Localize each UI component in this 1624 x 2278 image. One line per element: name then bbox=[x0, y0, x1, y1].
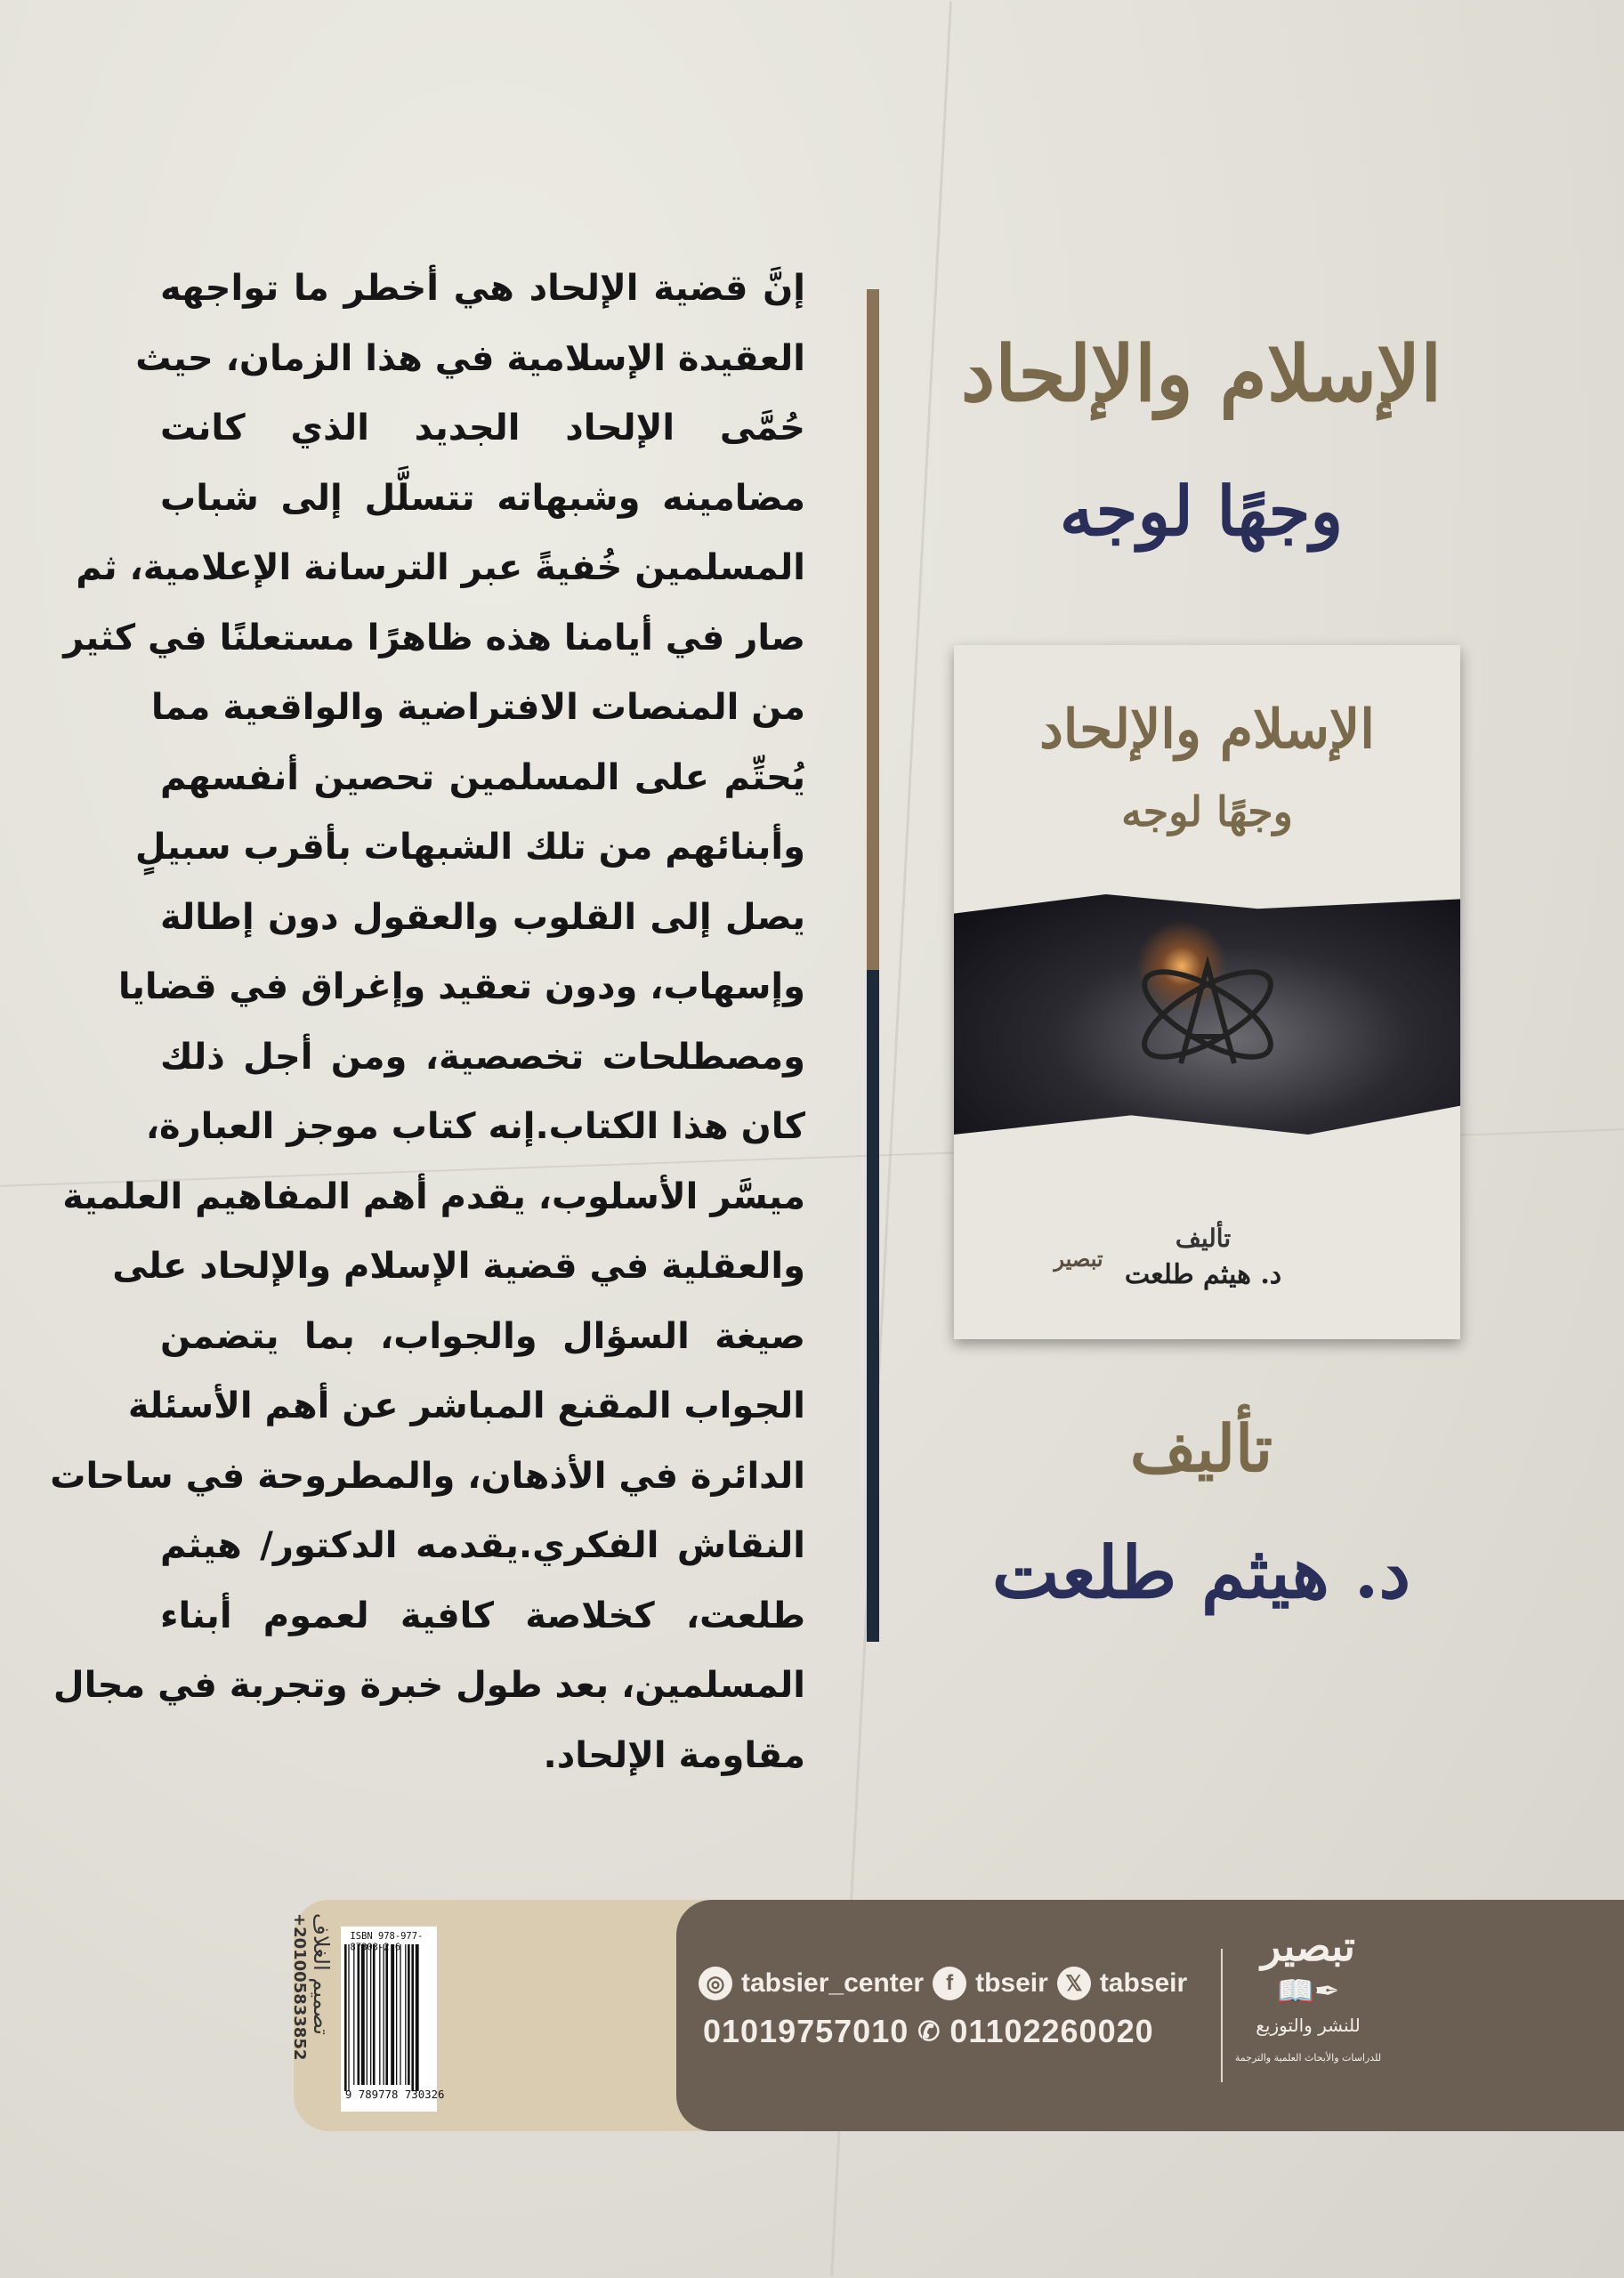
cover-publisher-logo: تبصير bbox=[1054, 1246, 1103, 1272]
barcode-bar bbox=[379, 1944, 380, 2085]
open-book-pen-icon: ✒📖 bbox=[1276, 1974, 1340, 2009]
designer-label: تصميم الغلاف bbox=[309, 1913, 334, 2035]
blurb-line: المسلمين خُفيةً عبر الترسانة الإعلامية، ثم bbox=[76, 547, 805, 588]
barcode-bars bbox=[341, 1927, 437, 2113]
facebook-icon: f bbox=[933, 1967, 966, 2000]
blurb-line: من المنصات الافتراضية والواقعية مما bbox=[150, 687, 805, 728]
footer-separator bbox=[1221, 1949, 1223, 2082]
barcode-bar bbox=[361, 1944, 365, 2085]
barcode-number: 9 789778 730326 bbox=[344, 2088, 445, 2102]
blurb-line: حُمَّى الإلحاد الجديد الذي كانت bbox=[160, 408, 805, 448]
barcode-bar bbox=[385, 1944, 388, 2085]
x-handle[interactable]: tabseir bbox=[1099, 1968, 1188, 1998]
barcode-bar bbox=[344, 1944, 347, 2091]
blurb-line: صار في أيامنا هذه ظاهرًا مستعلنًا في كثير bbox=[63, 617, 805, 658]
divider-bar-gold bbox=[867, 289, 879, 970]
blurb-line: المسلمين، بعد طول خبرة وتجربة في مجال bbox=[53, 1665, 805, 1706]
publisher-logo bbox=[1228, 1922, 1388, 2118]
blurb-line: النقاش الفكري.يقدمه الدكتور/ هيثم bbox=[160, 1525, 805, 1566]
blurb-line: يصل إلى القلوب والعقول دون إطالة bbox=[160, 896, 805, 938]
barcode-bar bbox=[358, 1944, 360, 2085]
designer-logo bbox=[298, 2060, 334, 2113]
front-cover-thumbnail bbox=[954, 645, 1460, 1339]
blurb-line: وأبنائهم من تلك الشبهات بأقرب سبيلٍ bbox=[134, 827, 805, 868]
cover-designer-credit bbox=[290, 1913, 334, 2118]
designer-phone: +201005833852 bbox=[290, 1913, 309, 2061]
blurb-line: إنَّ قضية الإلحاد هي أخطر ما تواجهه bbox=[160, 268, 805, 309]
book-title: الإسلام والإلحاد bbox=[960, 329, 1442, 419]
blurb-line: وإسهاب، ودون تعقيد وإغراق في قضايا bbox=[117, 966, 805, 1007]
barcode-bar bbox=[416, 1944, 419, 2091]
cover-author: د. هيثم طلعت bbox=[1124, 1259, 1282, 1290]
social-links bbox=[699, 1967, 1187, 2000]
blurb-line: الجواب المقنع المباشر عن أهم الأسئلة bbox=[127, 1385, 805, 1426]
blurb-line: كان هذا الكتاب.إنه كتاب موجز العبارة، bbox=[145, 1106, 805, 1147]
isbn-barcode bbox=[341, 1927, 445, 2112]
blurb-line: طلعت، كخلاصة كافية لعموم أبناء bbox=[160, 1595, 805, 1636]
publisher-description: للدراسات والأبحاث العلمية والترجمة bbox=[1234, 2052, 1382, 2064]
isbn-text: ISBN 978-977-87303-2-6 bbox=[350, 1930, 424, 1953]
blurb-line: ومصطلحات تخصصية، ومن أجل ذلك bbox=[160, 1036, 805, 1078]
barcode-bar bbox=[396, 1944, 397, 2085]
phone-icon: ✆ bbox=[917, 2016, 941, 2047]
divider-bar-navy bbox=[867, 970, 879, 1642]
publisher-name: تبصير bbox=[1261, 1922, 1355, 1970]
barcode-bar bbox=[353, 1944, 354, 2085]
blurb-line: والعقلية في قضية الإسلام والإلحاد على bbox=[112, 1246, 805, 1287]
publisher-tagline: للنشر والتوزيع bbox=[1256, 2015, 1361, 2036]
phone-2[interactable]: 01102260020 bbox=[949, 2013, 1154, 2049]
blurb-line: ميسَّر الأسلوب، يقدم أهم المفاهيم العلمية bbox=[62, 1175, 805, 1217]
atheism-atom-icon bbox=[1132, 930, 1283, 1099]
back-cover-blurb bbox=[50, 254, 805, 1790]
dribbble-icon: ◎ bbox=[699, 1967, 732, 2000]
website-handle[interactable]: tabsier_center bbox=[741, 1968, 925, 1998]
cover-by-label: تأليف bbox=[1175, 1224, 1232, 1253]
blurb-line: العقيدة الإسلامية في هذا الزمان، حيث bbox=[135, 337, 805, 379]
x-icon: 𝕏 bbox=[1057, 1967, 1091, 2000]
author-name: د. هيثم طلعت bbox=[991, 1531, 1411, 1614]
galaxy-image bbox=[954, 894, 1460, 1135]
barcode-bar bbox=[405, 1944, 406, 2085]
phone-numbers bbox=[703, 2013, 1154, 2050]
blurb-line: يُحتِّم على المسلمين تحصين أنفسهم bbox=[160, 756, 805, 798]
cover-subtitle: وجهًا لوجه bbox=[1121, 788, 1293, 836]
author-label: تأليف bbox=[1129, 1410, 1273, 1486]
blurb-line: مضامينه وشبهاته تتسلَّل إلى شباب bbox=[160, 477, 805, 519]
barcode-bar bbox=[408, 1944, 410, 2085]
barcode-bar bbox=[370, 1944, 371, 2085]
barcode-bar bbox=[348, 1944, 349, 2091]
facebook-handle[interactable]: tbseir bbox=[975, 1968, 1048, 1998]
barcode-bar bbox=[373, 1944, 376, 2085]
barcode-bar bbox=[411, 1944, 414, 2091]
cover-title: الإسلام والإلحاد bbox=[1039, 699, 1375, 761]
book-subtitle: وجهًا لوجه bbox=[1059, 472, 1344, 551]
phone-1[interactable]: 01019757010 bbox=[703, 2013, 909, 2049]
barcode-bar bbox=[367, 1944, 368, 2085]
blurb-line: صيغة السؤال والجواب، بما يتضمن bbox=[160, 1315, 805, 1357]
blurb-line: مقاومة الإلحاد. bbox=[543, 1734, 805, 1776]
blurb-line: الدائرة في الأذهان، والمطروحة في ساحات bbox=[50, 1455, 805, 1497]
barcode-bar bbox=[391, 1944, 394, 2085]
